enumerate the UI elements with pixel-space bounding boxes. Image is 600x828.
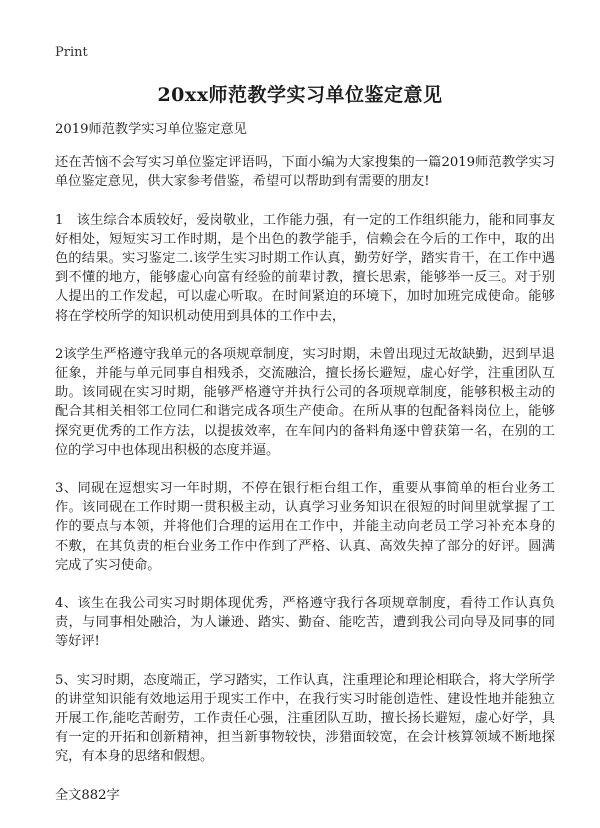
document-title: 20xx师范教学实习单位鉴定意见 xyxy=(157,84,443,106)
document-body xyxy=(55,120,555,824)
document-subtitle: 2019师范教学实习单位鉴定意见 xyxy=(55,122,247,137)
paragraph-2: 2该学生严格遵守我单元的各项规章制度，实习时期，未曾出现过无故缺勤，迟到早退征象，并能与单元同事自相残杀，交流融洽，擅长扬长避短，虚心好学，注重团队互助。该同砚在实习时期，能够严格遵守并执行公司的各项规章制度，能够积极主动的配合其相关相邻工位同仁和谐完成各项生产使命。在所从事的包配备料岗位上，能够探究更优秀的工作方法，以提拔效率，在车间内的备料角逐中曾获第一名，在别的工位的学习中也体现出积极的态度并逼。 xyxy=(55,346,555,458)
word-count: 全文882字 xyxy=(55,787,120,803)
paragraph-5: 5、实习时期，态度端正，学习踏实，工作认真，注重理论和理论相联合，将大学所学的讲堂知识能有效地运用于现实工作中，在我行实习时能创造性、建设性地并能独立开展工作,能吃苦耐劳，工作责任心强，注重团队互助，擅长扬长避短，虚心好学，具有一定的开拓和创新精神，担当新事物较快，涉猎面较宽，在会计核算领域不断地探究，有本身的思绪和假想。 xyxy=(55,672,555,765)
paragraph-1: 1 该生综合本质较好，爱岗敬业，工作能力强，有一定的工作组织能力，能和同事友好相处，短短实习工作时期，是个出色的教学能手，信赖会在今后的工作中，取的出色的结果。实习鉴定二.该学生实习时期工作认真，勤劳好学，踏实肯干，在工作中遇到不懂的地方，能够虚心向富有经验的前辈讨教，擅长思索，能够举一反三。对于别人提出的工作发起，可以虚心听取。在时间紧迫的环境下，加时加班完成使命。能够将在学校所学的知识机动使用到具体的工作中去， xyxy=(55,212,555,324)
intro-paragraph: 还在苦恼不会写实习单位鉴定评语吗，下面小编为大家搜集的一篇2019师范教学实习单位鉴定意见，供大家参考借鉴，希望可以帮助到有需要的朋友! xyxy=(55,155,555,190)
paragraph-4: 4、该生在我公司实习时期体现优秀，严格遵守我行各项规章制度，看待工作认真负责，与同事相处融洽，为人谦逊、踏实、勤奋、能吃苦，遭到我公司向导及同事的同等好评! xyxy=(55,596,555,650)
paragraph-3: 3、同砚在逗想实习一年时期，不停在银行柜台组工作，重要从事简单的柜台业务工作。该同砚在工作时期一贯积极主动，认真学习业务知识在很短的时间里就掌握了工作的要点与本领，并将他们合理的运用在工作中，并能主动向老员工学习补充本身的不敷，在其负责的柜台业务工作中作到了严格、认真、高效失掉了部分的好评。圆满完成了实习使命。 xyxy=(55,481,555,573)
print-link[interactable]: Print xyxy=(55,45,88,60)
